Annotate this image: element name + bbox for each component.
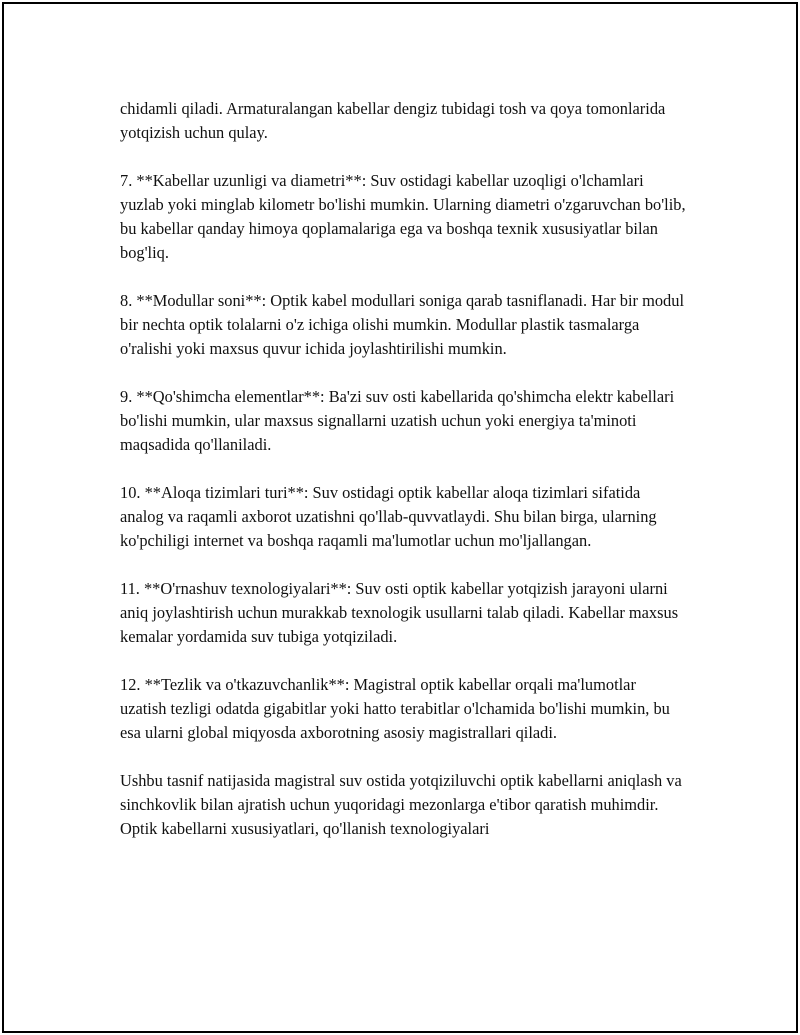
paragraph-item-10: 10. **Aloqa tizimlari turi**: Suv ostidagi optik kabellar aloqa tizimlari sifatida analog va raqamli axborot uzatishni qo'llab-quvvatlaydi. Shu bilan birga, ularning ko'pchiligi internet va boshqa raqamli ma'lumotlar uchun mo'ljallangan. (120, 483, 657, 550)
paragraph-conclusion: Ushbu tasnif natijasida magistral suv ostida yotqiziluvchi optik kabellarni aniqlash va sinchkovlik bilan ajratish uchun yuqoridagi mezonlarga e'tibor qaratish muhimdir. Optik kabellarni xususiyatlari, qo'llanish texnologiyalari (120, 771, 682, 838)
paragraph-item-9: 9. **Qo'shimcha elementlar**: Ba'zi suv osti kabellarida qo'shimcha elektr kabellari bo'lishi mumkin, ular maxsus signallarni uzatish uchun yoki energiya ta'minoti maqsadida qo'llaniladi. (120, 387, 675, 454)
paragraph-continuation: chidamli qiladi. Armaturalangan kabellar dengiz tubidagi tosh va qoya tomonlarida yotqizish uchun qulay. (120, 99, 666, 142)
paragraph-item-12: 12. **Tezlik va o'tkazuvchanlik**: Magistral optik kabellar orqali ma'lumotlar uzatish tezligi odatda gigabitlar yoki hatto terabitlar o'lchamida bo'lishi mumkin, bu esa ularni global miqyosda axborotning asosiy magistrallari qiladi. (120, 675, 670, 742)
paragraph-item-11: 11. **O'rnashuv texnologiyalari**: Suv osti optik kabellar yotqizish jarayoni ularni aniq joylashtirish uchun murakkab texnologik usullarni talab qiladi. Kabellar maxsus kemalar yordamida suv tubiga yotqiziladi. (120, 579, 679, 646)
paragraph-item-7: 7. **Kabellar uzunligi va diametri**: Suv ostidagi kabellar uzoqligi o'lchamlari yuzlab yoki minglab kilometr bo'lishi mumkin. Ularning diametri o'zgaruvchan bo'lib, bu kabellar qanday himoya qoplamalariga ega va boshqa texnik xususiyatlar bilan bog'liq. (120, 171, 686, 262)
document-page (2, 2, 798, 1033)
page-body (120, 97, 686, 841)
paragraph-item-8: 8. **Modullar soni**: Optik kabel modullari soniga qarab tasniflanadi. Har bir modul bir nechta optik tolalarni o'z ichiga olishi mumkin. Modullar plastik tasmalarga o'ralishi yoki maxsus quvur ichida joylashtirilishi mumkin. (120, 291, 685, 358)
